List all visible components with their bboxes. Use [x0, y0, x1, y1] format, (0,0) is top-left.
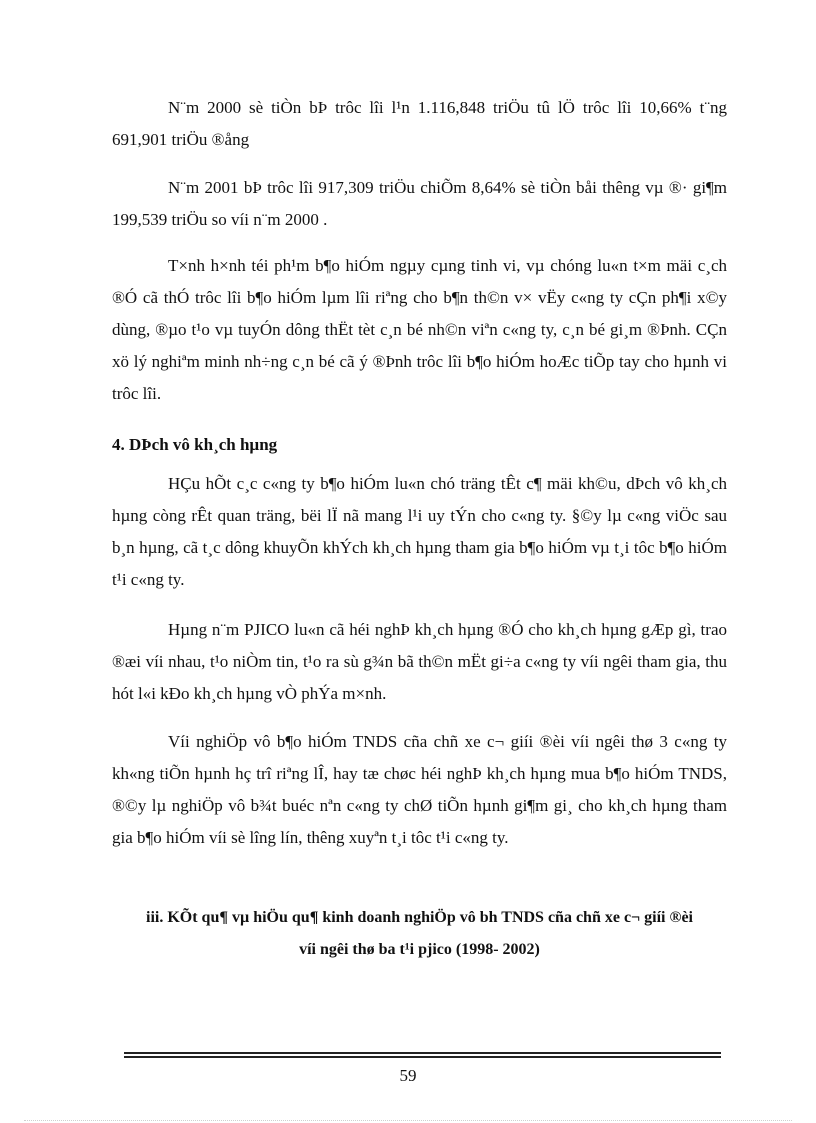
footer-rule-bottom — [124, 1056, 721, 1058]
section-title-results — [112, 902, 727, 966]
page-number: 59 — [399, 1066, 417, 1085]
section-title-line-1: iii. KÕt qu¶ vµ hiÖu qu¶ kinh doanh nghiÖp vô bh TNDS cña chñ xe c¬ giíi ®èi — [146, 909, 693, 926]
section-title-line-2: víi ngêi thø ba t¹i pjico (1998- 2002) — [299, 941, 540, 958]
paragraph-customer-conference: Hµng n¨m PJICO lu«n cã héi nghÞ kh¸ch hµng ®Ó cho kh¸ch hµng gÆp gì, trao ®æi víi nhau, t¹o niÒm tin, t¹o ra sù g¾n bã th©n mËt gi÷a c«ng ty víi ngêi tham gia, thu hót l«i kÐo kh¸ch hµng vÒ phÝa m×nh. — [112, 620, 727, 703]
paragraph-insurance-crime: T×nh h×nh téi ph¹m b¶o hiÓm ngµy cµng tinh vi, vµ chóng lu«n t×m mäi c¸ch ®Ó cã thÓ trôc lîi b¶o hiÓm lµm lîi riªng cho b¶n th©n v× vËy c«ng ty cÇn ph¶i x©y dùng, ®µo t¹o vµ tuyÓn dông thËt tèt c¸n bé nh©n viªn c«ng ty, c¸n bé gi¸m ®Þnh. CÇn xö lý nghiªm minh nh÷ng c¸n bé cã ý ®Þnh trôc lîi b¶o hiÓm hoÆc tiÕp tay cho hµnh vi trôc lîi. — [112, 256, 727, 403]
paragraph-2000-fraud: N¨m 2000 sè tiÒn bÞ trôc lîi l¹n 1.116,848 triÖu tû lÖ trôc lîi 10,66% t¨ng 691,901 triÖu ®ång — [112, 98, 727, 149]
paragraph-customer-service: HÇu hÕt c¸c c«ng ty b¶o hiÓm lu«n chó träng tÊt c¶ mäi kh©u, dÞch vô kh¸ch hµng còng rÊt quan träng, bëi lÏ nã mang l¹i uy tÝn cho c«ng ty. §©y lµ c«ng viÖc sau b¸n hµng, cã t¸c dông khuyÕn khÝch kh¸ch hµng tham gia b¶o hiÓm vµ t¸i tôc b¶o hiÓm t¹i c«ng ty. — [112, 474, 727, 589]
footer-double-rule — [124, 1052, 721, 1060]
footer-rule-top — [124, 1052, 721, 1054]
section-heading-customer-service: 4. DÞch vô kh¸ch hµng — [112, 435, 278, 454]
paragraph-tnds-discount: Víi nghiÖp vô b¶o hiÓm TNDS cña chñ xe c¬ giíi ®èi víi ngêi thø 3 c«ng ty kh«ng tiÕn hµnh hç trî riªng lÎ, hay tæ chøc héi nghÞ kh¸ch hµng mua b¶o hiÓm TNDS, ®©y lµ nghiÖp vô b¾t buéc nªn c«ng ty chØ tiÕn hµnh gi¶m gi¸ cho kh¸ch hµng tham gia b¶o hiÓm víi sè lîng lín, thêng xuyªn t¸i tôc t¹i c«ng ty. — [112, 732, 727, 847]
page-edge-divider — [24, 1120, 792, 1121]
paragraph-2001-fraud: N¨m 2001 bÞ trôc lîi 917,309 triÖu chiÕm 8,64% sè tiÒn båi thêng vµ ®· gi¶m 199,539 triÖu so víi n¨m 2000 . — [112, 178, 727, 229]
